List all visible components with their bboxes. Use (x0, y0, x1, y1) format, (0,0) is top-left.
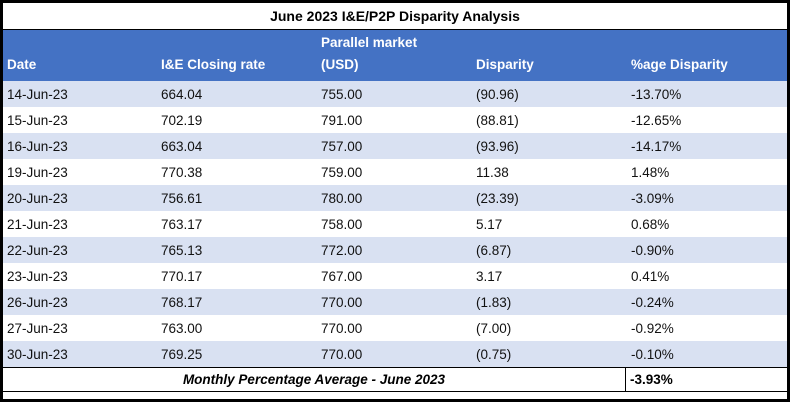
cell-closing-rate: 770.38 (161, 164, 203, 180)
cell-date: 27-Jun-23 (7, 320, 68, 336)
cell-parallel-market: 758.00 (321, 216, 363, 232)
cell-closing-rate: 663.04 (161, 138, 203, 154)
cell-closing-rate: 765.13 (161, 242, 203, 258)
cell-parallel-market: 791.00 (321, 112, 363, 128)
header-pct-disparity: %age Disparity (631, 57, 728, 72)
cell-disparity: 5.17 (476, 216, 503, 232)
table-body (3, 81, 787, 367)
cell-parallel-market: 770.00 (321, 346, 363, 362)
cell-parallel-market: 767.00 (321, 268, 363, 284)
cell-closing-rate: 702.19 (161, 112, 203, 128)
cell-date: 23-Jun-23 (7, 268, 68, 284)
header-disparity: Disparity (476, 57, 534, 72)
cell-pct-disparity: -14.17% (631, 138, 682, 154)
table-row (3, 107, 787, 133)
cell-parallel-market: 759.00 (321, 164, 363, 180)
cell-closing-rate: 769.25 (161, 346, 203, 362)
table-title-text: June 2023 I&E/P2P Disparity Analysis (270, 8, 520, 24)
table-row (3, 159, 787, 185)
cell-disparity: (88.81) (476, 112, 519, 128)
table-row (3, 263, 787, 289)
table-row (3, 237, 787, 263)
cell-disparity: (1.83) (476, 294, 512, 310)
cell-date: 20-Jun-23 (7, 190, 68, 206)
table-row (3, 289, 787, 315)
cell-parallel-market: 780.00 (321, 190, 363, 206)
cell-pct-disparity: -3.09% (631, 190, 674, 206)
table-row (3, 315, 787, 341)
header-closing-rate: I&E Closing rate (161, 57, 266, 72)
cell-parallel-market: 755.00 (321, 86, 363, 102)
cell-closing-rate: 770.17 (161, 268, 203, 284)
table-row (3, 133, 787, 159)
table-row (3, 211, 787, 237)
table-row (3, 81, 787, 107)
cell-pct-disparity: -0.24% (631, 294, 674, 310)
cell-parallel-market: 770.00 (321, 294, 363, 310)
cell-date: 22-Jun-23 (7, 242, 68, 258)
cell-disparity: (6.87) (476, 242, 512, 258)
empty-row-strip (3, 392, 787, 399)
cell-disparity: (23.39) (476, 190, 519, 206)
cell-date: 16-Jun-23 (7, 138, 68, 154)
cell-disparity: (93.96) (476, 138, 519, 154)
table-title (3, 3, 787, 30)
footer-average-value: -3.93% (625, 368, 787, 391)
cell-pct-disparity: 0.41% (631, 268, 670, 284)
cell-date: 30-Jun-23 (7, 346, 68, 362)
cell-closing-rate: 763.00 (161, 320, 203, 336)
cell-date: 19-Jun-23 (7, 164, 68, 180)
header-parallel-market: Parallel market (USD) (321, 35, 418, 72)
table-footer-row (3, 367, 787, 392)
cell-disparity: (0.75) (476, 346, 512, 362)
table-row (3, 185, 787, 211)
header-date: Date (7, 57, 37, 72)
cell-pct-disparity: -0.10% (631, 346, 674, 362)
cell-pct-disparity: 1.48% (631, 164, 670, 180)
cell-closing-rate: 756.61 (161, 190, 203, 206)
table-row (3, 341, 787, 367)
cell-disparity: 3.17 (476, 268, 503, 284)
cell-disparity: 11.38 (476, 164, 509, 180)
cell-date: 15-Jun-23 (7, 112, 68, 128)
cell-parallel-market: 772.00 (321, 242, 363, 258)
cell-pct-disparity: -0.92% (631, 320, 674, 336)
cell-pct-disparity: -12.65% (631, 112, 682, 128)
cell-disparity: (7.00) (476, 320, 512, 336)
cell-date: 26-Jun-23 (7, 294, 68, 310)
cell-pct-disparity: 0.68% (631, 216, 670, 232)
cell-closing-rate: 763.17 (161, 216, 203, 232)
footer-average-label: Monthly Percentage Average - June 2023 (182, 372, 446, 387)
cell-closing-rate: 664.04 (161, 86, 203, 102)
cell-parallel-market: 757.00 (321, 138, 363, 154)
cell-date: 14-Jun-23 (7, 86, 68, 102)
cell-closing-rate: 768.17 (161, 294, 203, 310)
cell-pct-disparity: -13.70% (631, 86, 682, 102)
cell-pct-disparity: -0.90% (631, 242, 674, 258)
cell-date: 21-Jun-23 (7, 216, 68, 232)
cell-parallel-market: 770.00 (321, 320, 363, 336)
cell-disparity: (90.96) (476, 86, 519, 102)
table-header-row (3, 30, 787, 81)
